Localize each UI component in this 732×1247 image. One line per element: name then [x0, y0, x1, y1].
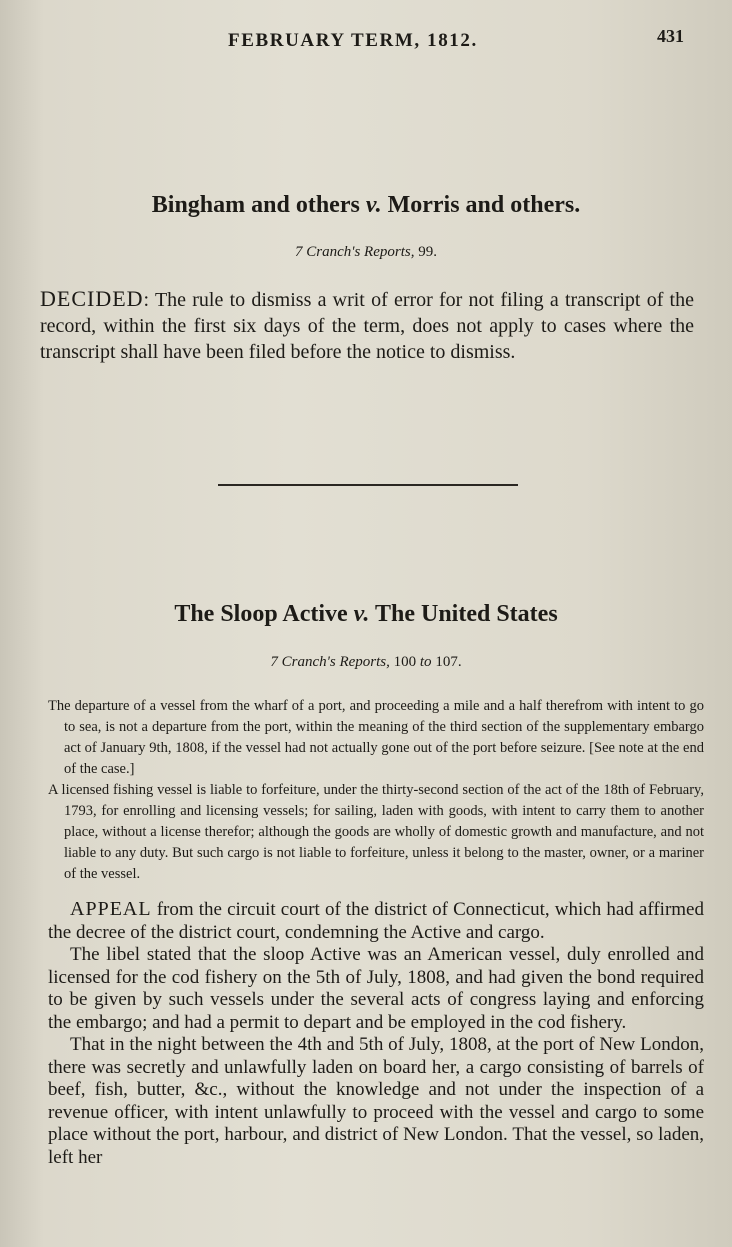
decided-lead: DECIDED	[40, 286, 144, 311]
case-title-versus: v.	[353, 601, 370, 627]
citation-sloop-active	[0, 654, 732, 671]
citation-reporter: 7 Cranch's Reports,	[270, 654, 390, 670]
citation-pages-end: 107.	[431, 654, 462, 670]
page-number: 431	[657, 26, 684, 46]
decided-text: : The rule to dismiss a writ of error for not filing a transcript of the record, within the first six days of the term, does not apply to cases where the transcript shall have been filed before the notice to dismiss.	[40, 289, 694, 363]
headnote: The departure of a vessel from the wharf of a port, and proceeding a mile and a half therefrom with intent to go to sea, is not a departure from the port, within the meaning of the third section of the supplementary embargo act of January 9th, 1808, if the vessel had not actually gone out of the port before seizure. [See note at the end of the case.]	[48, 698, 704, 777]
paragraph-appeal	[48, 898, 704, 944]
case-title-versus: v.	[365, 192, 382, 218]
opinion-body	[48, 898, 704, 1169]
case-title-part2: The United States	[369, 601, 558, 627]
citation-to: to	[419, 654, 432, 670]
case-title-part1: Bingham and others	[151, 192, 366, 218]
paragraph-libel: The libel stated that the sloop Active was an American vessel, duly enrolled and licensed for the cod fishery on the 5th of July, 1808, and had given the bond required to be given by such vessels under the several acts of congress laying and enforcing the embargo; and had a permit to depart and be employed in the cod fishery.	[48, 944, 704, 1033]
running-title: FEBRUARY TERM, 1812.	[228, 30, 478, 51]
headnote: A licensed fishing vessel is liable to forfeiture, under the thirty-second section of the act of the 18th of February, 1793, for enrolling and licensing vessels; for sailing, laden with goods, with intent to carry them to another place, without a license therefor; although the goods are wholly of domestic growth and manufacture, and not liable to any duty. But such cargo is not liable to forfeiture, unless it belong to the master, owner, or a mariner of the vessel.	[48, 782, 704, 882]
citation-reporter: 7 Cranch's Reports,	[295, 244, 415, 260]
citation-pages: 99.	[414, 244, 437, 260]
case-title-sloop-active	[0, 601, 732, 628]
decided-paragraph	[40, 286, 694, 365]
citation-pages-start: 100	[389, 654, 420, 670]
appeal-lead: APPEAL	[70, 898, 152, 920]
citation-bingham	[0, 244, 732, 261]
paragraph-lading: That in the night between the 4th and 5th of July, 1808, at the port of New London, there was secretly and unlawfully laden on board her, a cargo consisting of barrels of beef, fish, butter, &c., without the knowledge and not under the inspection of a revenue officer, with intent unlawfully to proceed with the vessel and cargo to some place without the port, harbour, and district of New London. That the vessel, so laden, left her	[48, 1034, 704, 1168]
case-title-part1: The Sloop Active	[174, 601, 354, 627]
case-title-bingham	[0, 192, 732, 219]
running-head	[0, 26, 732, 56]
case-title-part2: Morris and others.	[381, 192, 581, 218]
appeal-text: from the circuit court of the district of Connecticut, which had affirmed the decree of the district court, condemning the Active and cargo.	[48, 899, 704, 943]
headnotes	[48, 696, 704, 885]
section-divider	[218, 484, 518, 486]
